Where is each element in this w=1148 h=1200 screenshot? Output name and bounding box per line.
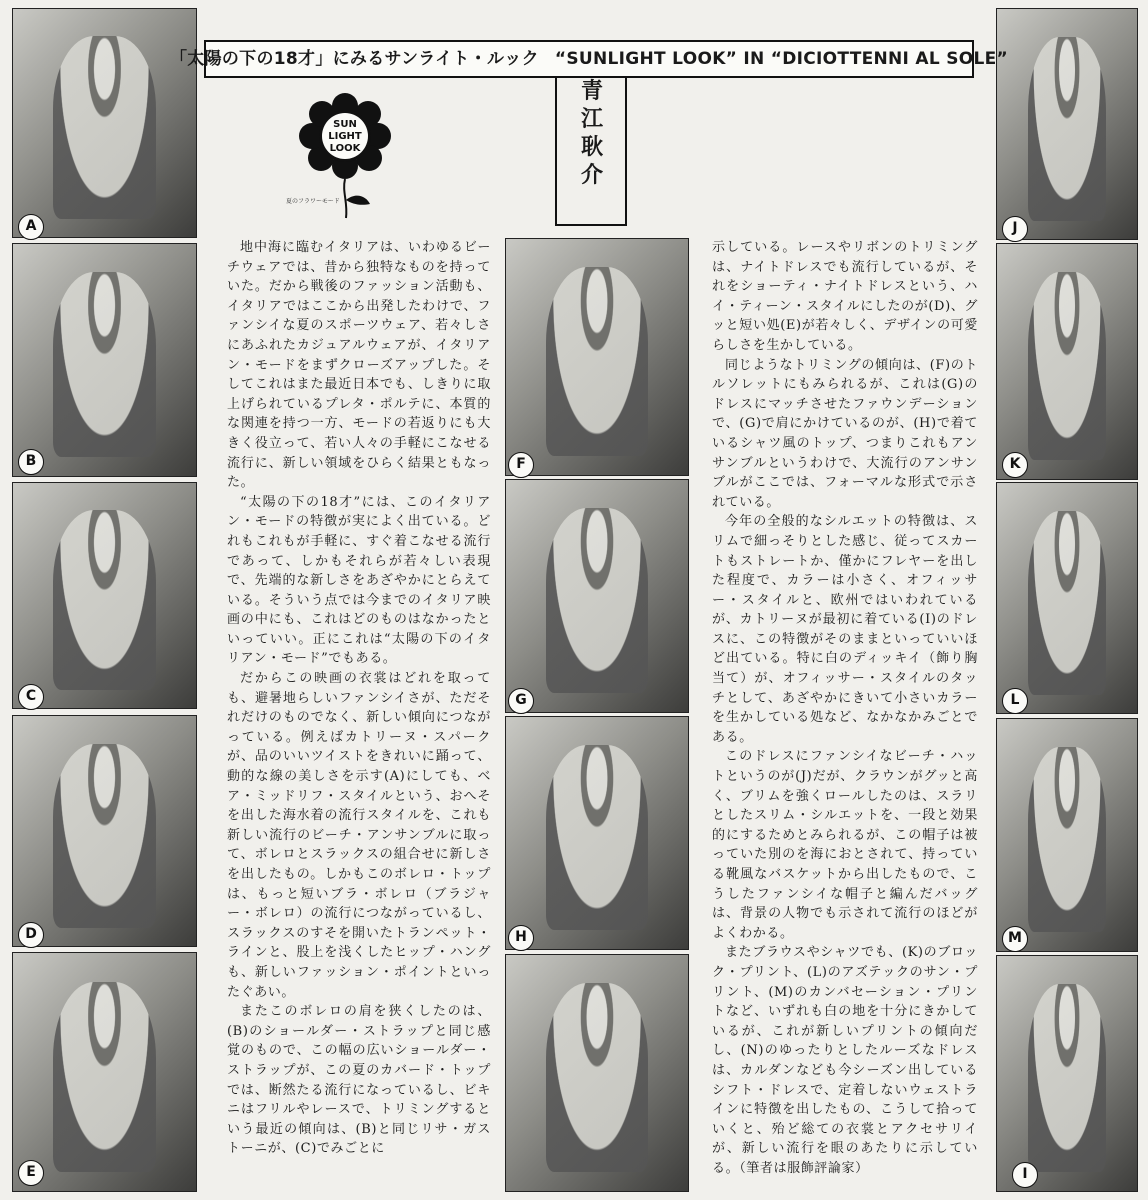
photo-label-a: A: [18, 214, 44, 240]
photo-label-d: D: [18, 922, 44, 948]
paragraph: またブラウスやシャツでも、(K)のブロック・プリント、(L)のアズテックのサン・プリント、(M)のカンバセーション・プリントなど、いずれも白の地を十分にきかしているが、これが新しいプリントの傾向だし、(N)のゆったりとしたルーズなドレスは、カルダンなども今シーズン出しているシフト・ドレスで、定着しないウェストラインに特徴を出したもの、こうして拾っていくと、殆ど総ての衣裳とアクセサリイが、新しい流行を眼のあたりに示している。（筆者は服飾評論家）: [712, 945, 978, 1176]
photo-label-e: E: [18, 1160, 44, 1186]
paragraph: 地中海に臨むイタリアは、いわゆるビーチウェアでは、昔から独特なものを持っていた。だから戦後のファッション活動も、イタリアではここから出発したわけで、ファンシイな夏のスポーツウェア、若々しさにあふれたカジュアルウェアが、イタリアン・モードをまずクローズアップした。そしてこれはまた最近日本でも、しきりに取上げられているプレタ・ポルテに、本質的な関連を持つ一方、モードの若返りにも大きく役立って、若い人々の手軽にこなせる流行に、新しい領域をひらく結果ともなった。: [227, 240, 491, 491]
photo-label-h: H: [508, 925, 534, 951]
photo-f: [505, 238, 689, 476]
author-char: 江: [580, 106, 603, 132]
paragraph: またこのボレロの肩を狭くしたのは、(B)のショールダー・ストラップと同じ感覚のもので、この幅の広いショールダー・ストラップが、この夏のカバード・トップでは、断然たる流行になっているし、ビキニはフリルやレースで、トリミングするという最近の傾向は、(B)と同じリサ・ガストーニが、(C)でみごとに: [227, 1004, 491, 1157]
photo-label-f: F: [508, 452, 534, 478]
photo-label-i: I: [1012, 1162, 1038, 1188]
author-char: 耿: [580, 134, 603, 160]
photo-m: [996, 718, 1138, 952]
photo-label-l: L: [1002, 688, 1028, 714]
photo-label-g: G: [508, 688, 534, 714]
photo-e: [12, 952, 197, 1192]
title-english: “SUNLIGHT LOOK” IN “DICIOTTENNI AL SOLE”: [554, 48, 1009, 69]
photo-i: [505, 954, 689, 1192]
photo-j: [996, 8, 1138, 240]
photo-label-c: C: [18, 684, 44, 710]
connector-vertical: [555, 76, 557, 226]
photo-l: [996, 482, 1138, 714]
paragraph: 今年の全般的なシルエットの特徴は、スリムで細っそりとした感じ、従ってスカートもストレートか、僅かにフレヤーを出した程度で、カラーは小さく、オフィッサー・スタイルと、欧州ではいわれているが、カトリーヌが最初に着ている(I)のドレスに、この特徴がそのままといっていいほど出ている。特に白のディッキイ（飾り胸当て）が、オフィッサー・スタイルのタッチとして、あざやかにきいて小さいカラーを生かしている処など、なかなかみごとである。: [712, 514, 978, 745]
article-title: [169, 40, 1009, 78]
photo-n: [996, 955, 1138, 1192]
paragraph: このドレスにファンシイなビーチ・ハットというのが(J)だが、クラウンがグッと高く、ブリムを強くロールしたのは、スラリとしたスリム・シルエットを、一段と効果的にするためとみられるが、この帽子は被っていた別のを海におとされて、持っている靴風なバスケットから出したもので、こうしたファンシイな帽子と編んだバッグは、背景の人物でも示されて流行のほどがよくわかる。: [712, 749, 978, 941]
text-column-2: [712, 238, 978, 1179]
author-char: 青: [580, 78, 603, 104]
connector-vertical-right: [625, 76, 627, 226]
photo-h: [505, 716, 689, 950]
photo-label-j: J: [1002, 216, 1028, 242]
photo-b: [12, 243, 197, 477]
photo-label-m: M: [1002, 926, 1028, 952]
author-char: 介: [580, 162, 603, 188]
text-column-1: [227, 238, 491, 1159]
logo-line: SUN: [333, 119, 357, 130]
logo-caption: 夏のフラワーモード: [286, 198, 340, 205]
photo-d: [12, 715, 197, 947]
paragraph: 同じようなトリミングの傾向は、(F)のトルソレットにもみられるが、これは(G)のドレスにマッチさせたファウンデーションで、(G)で肩にかけているのが、(H)で着ているシャツ風のトップ、つまりこれもアンサンブルというわけで、大流行のアンサンブルがここでは、フォーマルな形式で示されている。: [712, 357, 978, 510]
photo-k: [996, 243, 1138, 480]
photo-c: [12, 482, 197, 709]
paragraph: 示している。レースやリボンのトリミングは、ナイトドレスでも流行しているが、それをショーティ・ナイトドレスという、ハイ・ティーン・スタイルにしたのが(D)、グッと短い処(E)が若々しく、デザインの可愛らしさを生かしている。: [712, 240, 978, 353]
paragraph: “太陽の下の18才”には、このイタリアン・モードの特徴が実によく出ている。どれもこれもが手軽に、すぐ着こなせる流行であって、しかもそれらが若々しい表現で、先端的な新しさをあざやかにとらえている。そういう点では今までのイタリア映画の中にも、これはどのものはなかったといっていい。正にこれは“太陽の下のイタリアン・モード”でもある。: [227, 494, 491, 667]
logo-line: LOOK: [329, 143, 361, 154]
photo-a: [12, 8, 197, 238]
photo-g: [505, 479, 689, 713]
author-name: [572, 80, 612, 186]
connector-horizontal: [555, 224, 627, 226]
paragraph: だからこの映画の衣裳はどれを取っても、避暑地らしいファンシイさが、ただそれだけのものでなく、新しい傾向につながっている。例えばカトリーヌ・スパークが、品のいいツイストをきれいに踊って、動的な線の美しさを示す(A)にしても、ベア・ミッドリフ・スタイルという、おへそを出した海水着の流行スタイルを、これも新しい流行のビーチ・アンサンブルに取って、ボレロとスラックスの組合せに新しさを出したもの。しかもこのボレロ・トップは、もっと短いブラ・ボレロ（ブラジャー・ボレロ）の流行につながっているし、スラックスのすそを開いたトランペット・ラインと、股上を浅くしたヒップ・ハングも、新しいファッション・ポイントといったぐあい。: [227, 671, 491, 1000]
logo-line: LIGHT: [328, 131, 362, 142]
title-japanese: 「太陽の下の18才」にみるサンライト・ルック: [169, 48, 539, 69]
photo-label-k: K: [1002, 452, 1028, 478]
photo-label-b: B: [18, 449, 44, 475]
